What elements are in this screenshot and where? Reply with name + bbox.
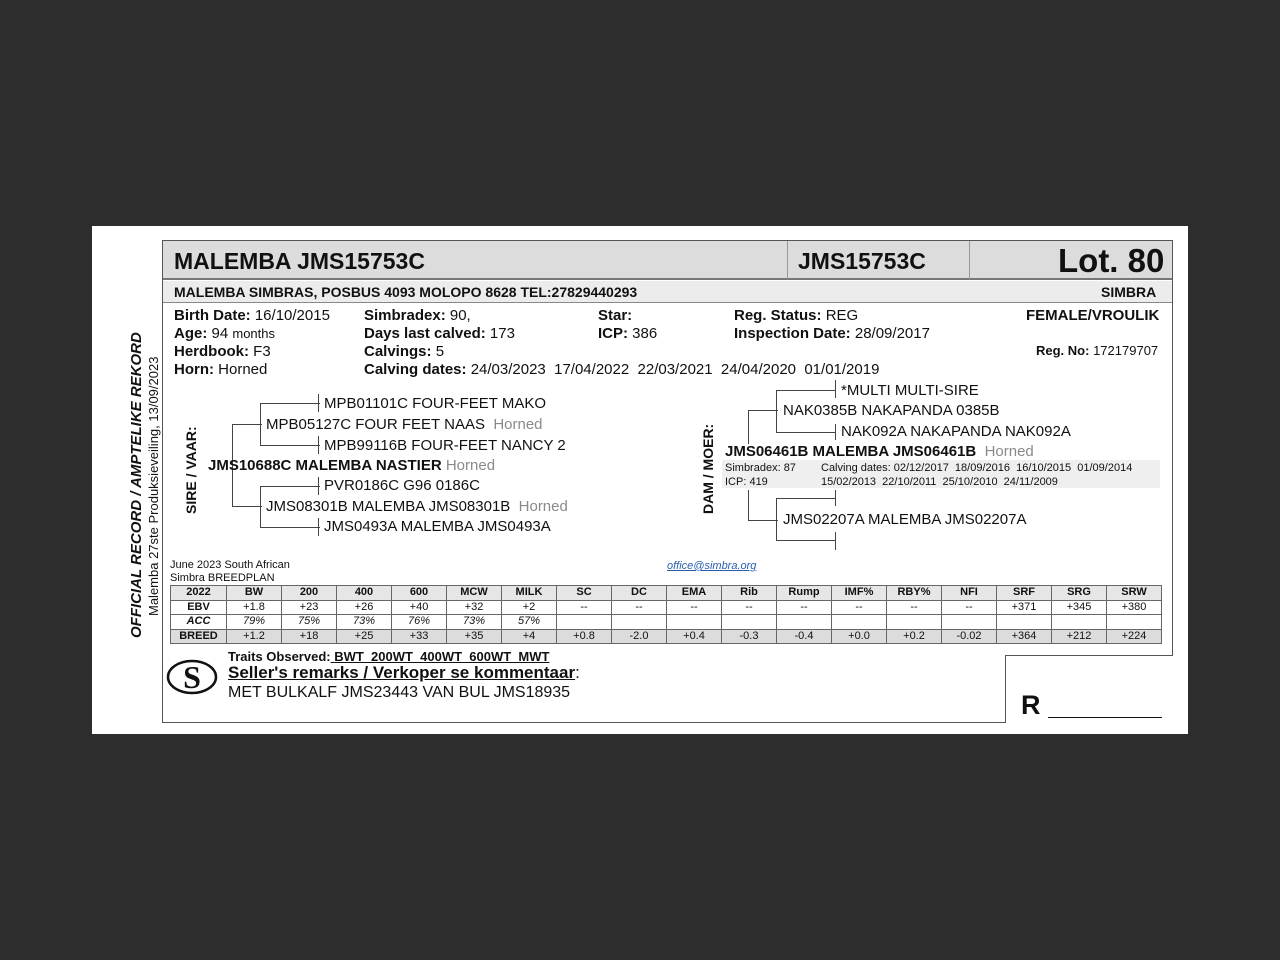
tree-line <box>748 490 749 520</box>
ebv-cell: +40 <box>392 600 447 615</box>
breedplan-title: June 2023 South African <box>170 559 290 571</box>
sire-dam-sire: PVR0186C G96 0186C <box>324 477 480 494</box>
ebv-table <box>170 585 1162 644</box>
sire-sire-dam: MPB99116B FOUR-FEET NANCY 2 <box>324 437 566 454</box>
acc-cell: 76% <box>392 615 447 630</box>
tree-line <box>748 410 778 411</box>
acc-cell <box>777 615 832 630</box>
ebv-header-row <box>171 586 1162 601</box>
ebv-cell: +1.8 <box>227 600 282 615</box>
ebv-cell: -- <box>722 600 777 615</box>
headers-cell: SRG <box>1052 586 1107 601</box>
headers-cell: EMA <box>667 586 722 601</box>
reg-number: Reg. No: 172179707 <box>1036 343 1159 358</box>
ebv-cell: +371 <box>997 600 1052 615</box>
acc-cell <box>557 615 612 630</box>
simbradex: Simbradex: 90, <box>364 307 471 324</box>
tree-line <box>260 403 261 445</box>
acc-cell <box>1052 615 1107 630</box>
sire-label: SIRE / VAAR: <box>183 426 199 514</box>
ebv-cell: -- <box>832 600 887 615</box>
accuracy-row <box>171 615 1162 630</box>
acc-cell: 73% <box>337 615 392 630</box>
dam-dam: JMS02207A MALEMBA JMS02207A <box>783 511 1027 528</box>
icp: ICP: 386 <box>598 325 658 342</box>
sire-dam-dam: JMS0493A MALEMBA JMS0493A <box>324 518 551 535</box>
acc-cell <box>667 615 722 630</box>
tree-line <box>776 390 777 432</box>
herdbook: Herdbook: F3 <box>174 343 271 360</box>
headers-cell: RBY% <box>887 586 942 601</box>
ebv-cell: -- <box>667 600 722 615</box>
tree-line <box>776 498 836 499</box>
ebv-cell: +345 <box>1052 600 1107 615</box>
acc-cell <box>942 615 997 630</box>
ebv-cell: +2 <box>502 600 557 615</box>
dam-simbradex: Simbradex: 87 <box>725 462 796 474</box>
ebv-cell: EBV <box>171 600 227 615</box>
age: Age: 94 months <box>174 325 276 342</box>
headers-cell: SC <box>557 586 612 601</box>
breed-cell: +224 <box>1107 629 1162 644</box>
headers-cell: SRW <box>1107 586 1162 601</box>
ebv-cell: -- <box>557 600 612 615</box>
birth-date: Birth Date: 16/10/2015 <box>174 307 330 324</box>
ebv-cell: +380 <box>1107 600 1162 615</box>
breed-cell: +364 <box>997 629 1052 644</box>
dam-label: DAM / MOER: <box>700 423 716 514</box>
sex-label: FEMALE/VROULIK <box>1026 307 1160 324</box>
headers-cell: 200 <box>282 586 337 601</box>
acc-cell <box>722 615 777 630</box>
headers-cell: DC <box>612 586 667 601</box>
headers-cell: MILK <box>502 586 557 601</box>
email-link[interactable]: office@simbra.org <box>667 560 757 572</box>
tree-line <box>260 445 320 446</box>
ebv-row <box>171 600 1162 615</box>
dam-calving-dates-2: 15/02/2013 22/10/2011 25/10/2010 24/11/2009 <box>821 476 1058 488</box>
breed-cell: -0.3 <box>722 629 777 644</box>
breed-label: SIMBRA <box>1101 284 1157 300</box>
header-divider <box>969 241 970 279</box>
dam-calving-dates: Calving dates: 02/12/2017 18/09/2016 16/10/2015 01/09/2014 <box>821 462 1133 474</box>
acc-cell: ACC <box>171 615 227 630</box>
dam-sire: NAK0385B NAKAPANDA 0385B <box>783 402 1000 419</box>
breed-cell: -0.4 <box>777 629 832 644</box>
ebv-cell: -- <box>887 600 942 615</box>
breed-cell: +0.0 <box>832 629 887 644</box>
ebv-cell: +23 <box>282 600 337 615</box>
animal-id: JMS15753C <box>798 248 926 274</box>
tree-line <box>260 527 320 528</box>
sire-sire-sire: MPB01101C FOUR-FEET MAKO <box>324 395 546 412</box>
reg-status: Reg. Status: REG <box>734 307 859 324</box>
price-label: R <box>1021 690 1041 720</box>
animal-name: MALEMBA JMS15753C <box>174 248 425 274</box>
headers-cell: IMF% <box>832 586 887 601</box>
headers-cell: SRF <box>997 586 1052 601</box>
acc-cell <box>612 615 667 630</box>
tree-line <box>835 490 836 506</box>
breed-cell: BREED <box>171 629 227 644</box>
tree-line <box>318 436 319 454</box>
inspection-date: Inspection Date: 28/09/2017 <box>734 325 930 342</box>
acc-cell <box>887 615 942 630</box>
sire-sire: MPB05127C FOUR FEET NAAS Horned <box>266 416 543 433</box>
tree-line <box>776 432 836 433</box>
tree-line <box>776 498 777 540</box>
ebv-cell: +32 <box>447 600 502 615</box>
dam: JMS06461B MALEMBA JMS06461B Horned <box>725 443 1034 460</box>
tree-line <box>835 380 836 398</box>
star: Star: <box>598 307 633 324</box>
breedplan-subtitle: Simbra BREEDPLAN <box>170 572 275 584</box>
ebv-cell: -- <box>942 600 997 615</box>
tree-line <box>748 520 778 521</box>
breed-cell: +35 <box>447 629 502 644</box>
official-record-label: OFFICIAL RECORD / AMPTELIKE REKORD <box>128 332 145 638</box>
headers-cell: 2022 <box>171 586 227 601</box>
seller-comment: MET BULKALF JMS23443 VAN BUL JMS18935 <box>228 684 571 701</box>
tree-line <box>835 532 836 550</box>
price-field[interactable] <box>1048 717 1162 718</box>
calving-dates: Calving dates: 24/03/2023 17/04/2022 22/03/2021 24/04/2020 01/01/2019 <box>364 361 880 378</box>
tree-line <box>260 486 261 527</box>
tree-line <box>232 506 262 507</box>
breed-cell: +212 <box>1052 629 1107 644</box>
breed-cell: +18 <box>282 629 337 644</box>
acc-cell <box>832 615 887 630</box>
sire: JMS10688C MALEMBA NASTIER Horned <box>208 457 496 474</box>
headers-cell: 400 <box>337 586 392 601</box>
traits-observed: Traits Observed: BWT 200WT 400WT 600WT MWT <box>228 649 550 664</box>
tree-line <box>835 424 836 440</box>
tree-line <box>260 486 320 487</box>
breed-cell: -0.02 <box>942 629 997 644</box>
simbra-logo-icon <box>166 655 218 697</box>
dam-sire-sire: *MULTI MULTI-SIRE <box>841 382 979 399</box>
sire-dam: JMS08301B MALEMBA JMS08301B Horned <box>266 498 568 515</box>
headers-cell: BW <box>227 586 282 601</box>
headers-cell: MCW <box>447 586 502 601</box>
tree-line <box>232 424 262 425</box>
sellers-remarks-label: Seller's remarks / Verkoper se kommentaar: <box>228 663 580 682</box>
breed-cell: -2.0 <box>612 629 667 644</box>
tree-line <box>776 540 836 541</box>
acc-cell: 79% <box>227 615 282 630</box>
ebv-cell: -- <box>612 600 667 615</box>
breed-cell: +4 <box>502 629 557 644</box>
tree-line <box>318 518 319 536</box>
breed-cell: +0.8 <box>557 629 612 644</box>
tree-line <box>318 394 319 412</box>
calvings: Calvings: 5 <box>364 343 445 360</box>
acc-cell: 73% <box>447 615 502 630</box>
owner-line: MALEMBA SIMBRAS, POSBUS 4093 MOLOPO 8628 TEL:27829440293 <box>174 284 638 300</box>
breed-average-row <box>171 629 1162 644</box>
auction-label: Malemba 27ste Produksieveiling, 13/09/2023 <box>146 356 161 616</box>
dam-sire-dam: NAK092A NAKAPANDA NAK092A <box>841 423 1071 440</box>
tree-line <box>318 477 319 495</box>
ebv-cell: +26 <box>337 600 392 615</box>
dam-icp: ICP: 419 <box>725 476 768 488</box>
header-divider <box>787 241 788 279</box>
tree-line <box>260 403 320 404</box>
breed-cell: +33 <box>392 629 447 644</box>
svg-text:S: S <box>183 659 201 695</box>
headers-cell: Rib <box>722 586 777 601</box>
days-last-calved: Days last calved: 173 <box>364 325 515 342</box>
lot-number: Lot. 80 <box>1058 242 1165 279</box>
horn: Horn: Horned <box>174 361 268 378</box>
headers-cell: NFI <box>942 586 997 601</box>
breed-cell: +0.4 <box>667 629 722 644</box>
headers-cell: Rump <box>777 586 832 601</box>
tree-line <box>748 410 749 444</box>
breed-cell: +25 <box>337 629 392 644</box>
acc-cell <box>1107 615 1162 630</box>
headers-cell: 600 <box>392 586 447 601</box>
acc-cell <box>997 615 1052 630</box>
ebv-cell: -- <box>777 600 832 615</box>
acc-cell: 75% <box>282 615 337 630</box>
breed-cell: +1.2 <box>227 629 282 644</box>
breed-cell: +0.2 <box>887 629 942 644</box>
acc-cell: 57% <box>502 615 557 630</box>
tree-line <box>776 390 836 391</box>
